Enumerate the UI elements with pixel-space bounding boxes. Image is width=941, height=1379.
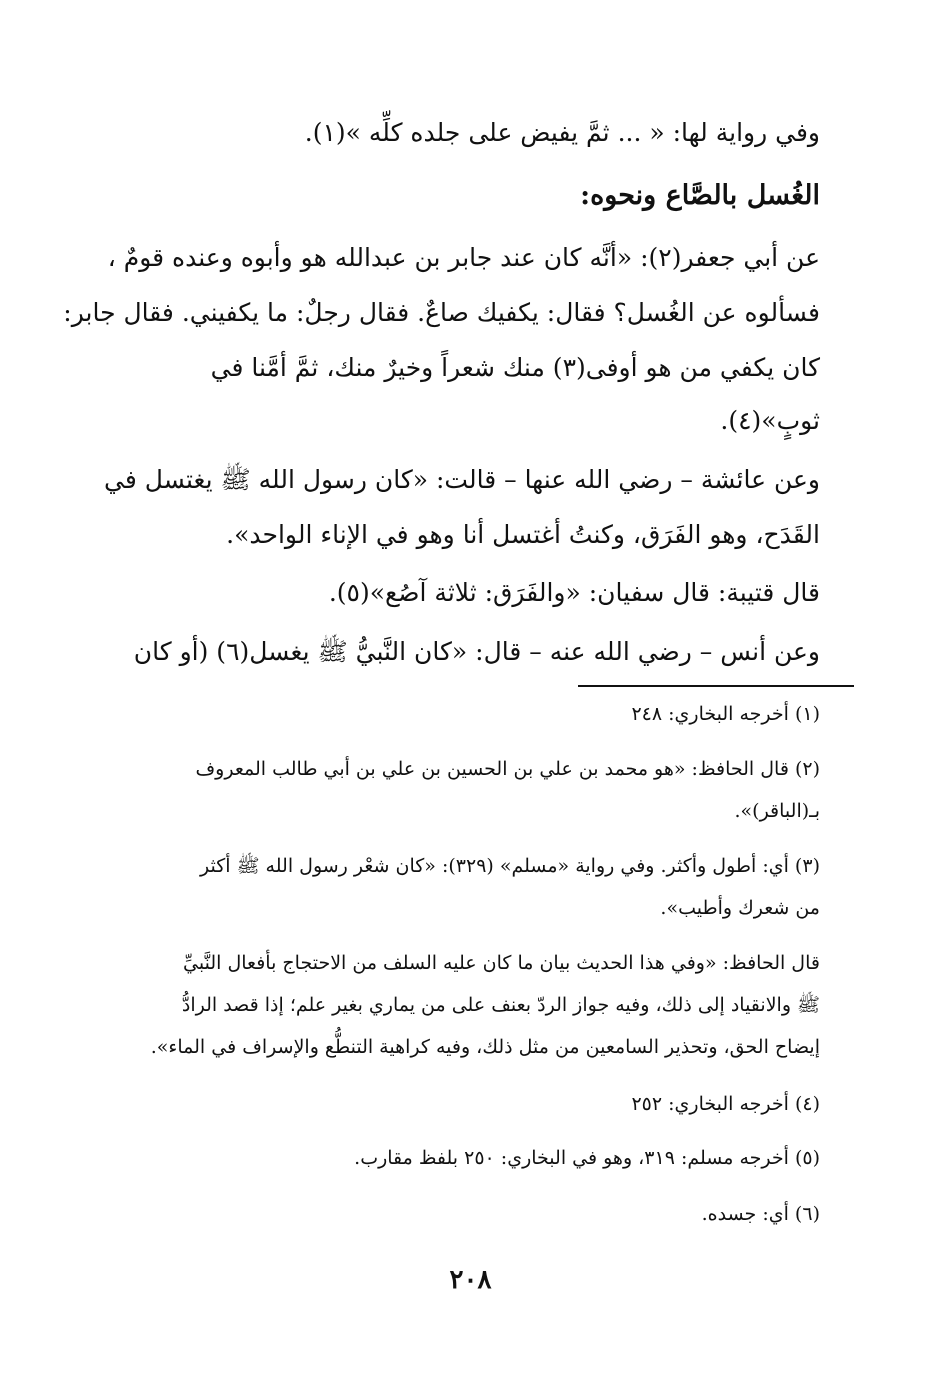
footnote-line: (٢) قال الحافظ: «هو محمد بن علي بن الحسين بن علي بن أبي طالب المعروف [195,758,820,780]
page-number: ٢٠٨ [449,1265,492,1295]
body-line: ثوبٍ»(٤). [720,406,820,435]
section-heading: الغُسل بالصَّاع ونحوه: [580,180,820,211]
body-line: وعن عائشة – رضي الله عنها – قالت: «كان رسول الله ﷺ يغتسل في [104,465,820,494]
footnote-line: (٣) أي: أطول وأكثر. وفي رواية «مسلم» (٣٢٩): «كان شعْر رسول الله ﷺ أكثر [199,855,820,877]
body-line: وفي رواية لها: « ... ثمَّ يفيض على جلده كلِّه »(١). [304,118,820,147]
footnote-line: ﷺ والانقياد إلى ذلك، وفيه جواز الردّ بعنف على من يماري بغير علم؛ إذا قصد الرادُّ [181,994,820,1016]
footnote-line: بـ(الباقر)». [734,800,820,822]
footnote-line: قال الحافظ: «وفي هذا الحديث بيان ما كان عليه السلف من الاحتجاج بأفعال النَّبيِّ [183,952,820,974]
footnote-line: (٦) أي: جسده. [701,1203,820,1225]
body-line: كان يكفي من هو أوفى(٣) منك شعراً وخيرٌ منك، ثمَّ أمَّنا في [210,353,820,382]
footnote-separator [578,685,854,687]
footnote-line: (١) أخرجه البخاري: ٢٤٨ [631,703,820,725]
footnote-line: إيضاح الحق، وتحذير السامعين من مثل ذلك، وفيه كراهية التنطُّع والإسراف في الماء». [150,1036,820,1058]
body-line: القَدَح، وهو الفَرَق، وكنتُ أغتسل أنا وهو في الإناء الواحد». [226,520,820,549]
footnote-line: (٤) أخرجه البخاري: ٢٥٢ [631,1093,820,1115]
body-line: عن أبي جعفر(٢): «أنَّه كان عند جابر بن عبدالله هو وأبوه وعنده قومٌ ، [107,243,820,272]
footnote-line: من شعرك وأطيب». [660,897,820,919]
footnote-line: (٥) أخرجه مسلم: ٣١٩، وهو في البخاري: ٢٥٠ بلفظ مقارب. [354,1147,820,1169]
body-line: وعن أنس – رضي الله عنه – قال: «كان النَّبيُّ ﷺ يغسل(٦) (أو كان [133,637,820,666]
body-line: فسألوه عن الغُسل؟ فقال: يكفيك صاعٌ. فقال رجلٌ: ما يكفيني. فقال جابر: [63,298,820,327]
body-line: قال قتيبة: قال سفيان: «والفَرَق: ثلاثة آصُع»(٥). [328,578,820,607]
